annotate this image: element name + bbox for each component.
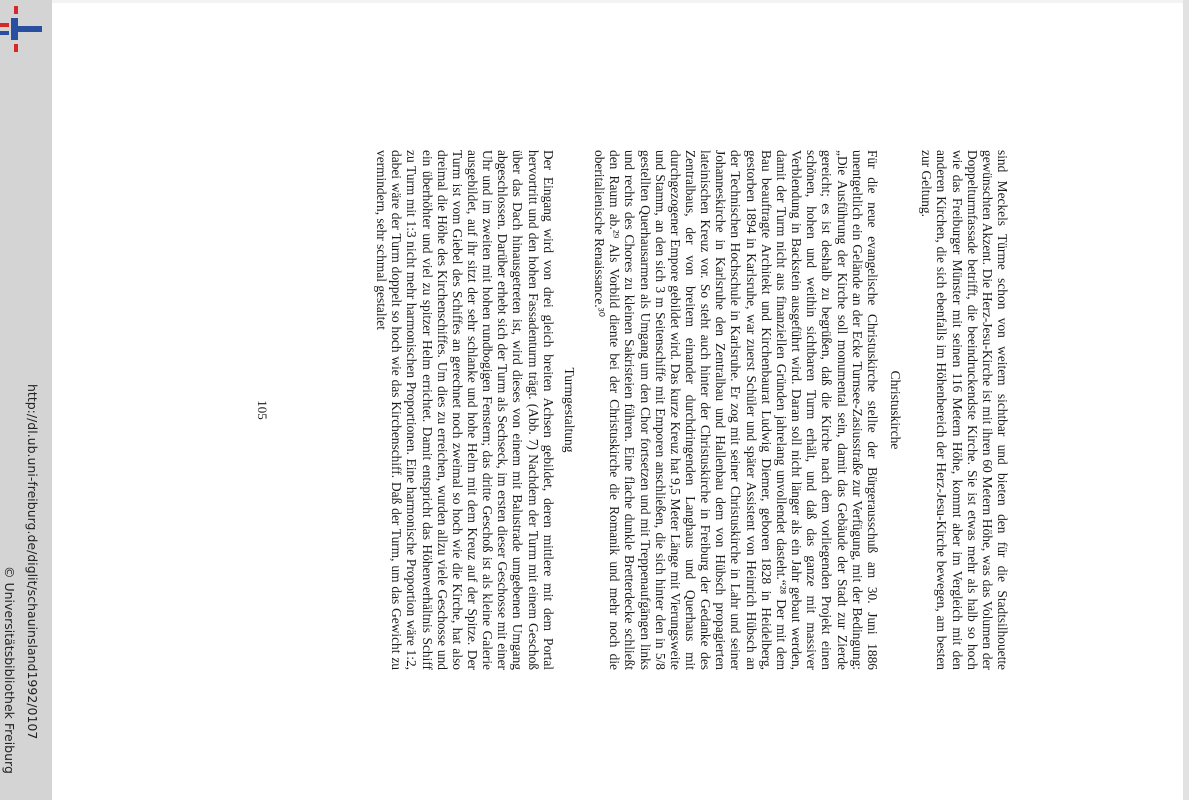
viewer-scrollbar-edge[interactable]: [1183, 0, 1189, 800]
university-library-logo-icon: [0, 6, 44, 52]
page-number: 105: [255, 400, 270, 420]
scanned-page: [250, 150, 1010, 670]
document-url[interactable]: http://dl.ub.uni-freiburg.de/diglit/schauinsland1992/0107: [25, 384, 40, 740]
intro-paragraph: sind Meckels Türme schon von weitem sichtbar und bieten den für die Stadtsilhouette gewünschten Akzent. Die Herz-Jesu-Kirche ist mit ihren 60 Metern Höhe, was das Volumen der Doppelturmfassade betrifft, die beeindruckendste Kirche. Sie ist etwas mehr als halb so hoch wie das Freiburger Münster mit seinen 116 Metern Höhe, kommt aber im Vergleich mit den anderen Kirchen, die sich ebenfalls im Höhenbereich der Herz-Jesu-Kirche bewegen, am besten zur Geltung.: [919, 150, 1010, 670]
viewer-sidebar: [0, 0, 52, 800]
heading-turmgestaltung: Turmgestaltung: [561, 367, 577, 453]
christuskirche-paragraph: Für die neue evangelische Christuskirche stellte der Bürgerausschuß am 30. Juni 1886 unentgeltlich ein Gelände an der Ecke Turnsee-Zasiusstraße zur Verfügung, mit der Bedingung: „Die Ausführung der Kirche soll monumental sein, damit das Gebäude der Stadt zur Zierde gereicht; es ist deshalb zu begrüßen, daß die Kirche nach dem vorliegenden Projekt einen schönen, hohen und weithin sichtbaren Turm erhält, und daß das ganze mit massiver Verblendung in Backstein ausgeführt wird. Daran soll nicht länger als ein Jahr gebaut werden, damit der Turm nicht aus finanziellen Gründen jahrelang unvollendet dasteht.“²⁸ Der mit dem Bau beauftragte Architekt und Kirchenbaurat Ludwig Diemer, geboren 1828 in Heidelberg, gestorben 1894 in Karlsruhe, war zuerst Schüler und später Assistent von Heinrich Hübsch an der Technischen Hochschule in Karlsruhe. Er zog mit seiner Christuskirche in Lahr und seiner Johanneskirche in Karlsruhe den Zentralbau und Hallenbau dem von Hübsch propagierten lateinischen Kreuz vor. So steht auch hinter der Christuskirche in Freiburg der Gedanke des Zentralbaus, der von breitem einander durchdringenden Langhaus und Querhaus mit durchgezogener Empore gebildet wird. Das kurze Kreuz hat 9,5 Meter Länge mit Vierungsweite und Stamm, an den sich 3 m Seitenschiffe mit Emporen anschließen, die sich hinter den in 5/8 gestellten Querhausarmen als Umgang um den Chor fortsetzen und mit Treppenaufgängen links und rechts des Chores zu kleinen Sakristeien führen. Eine flache dunkle Bretterdecke schließt den Raum ab.²⁹ Als Vorbild diente bei der Christuskirche die Romanik und mehr noch die oberitalienische Renaissance.³⁰: [592, 150, 880, 670]
heading-christuskirche: Christuskirche: [888, 370, 904, 450]
viewer-top-edge: [52, 0, 1183, 3]
copyright-notice: © Universitätsbibliothek Freiburg: [2, 566, 17, 774]
turmgestaltung-paragraph: Der Eingang wird von drei gleich breiten Achsen gebildet, deren mittlere mit dem Portal hervortritt und den hohen Fassadenturm trägt. (Abb. 7) Nachdem der Turm mit einem Geschoß über das Dach hinausgetreten ist, wird dieses von einem mit Balustrade umgebenen Umgang abgeschlossen. Darüber erhebt sich der Turm als Sechseck, im ersten dieser Geschosse mit einer Uhr und im zweiten mit hohen rundbogigen Fenstern; das dritte Geschoß ist als kleine Galerie ausgebildet, auf ihr sitzt der sehr schlanke und hohe Helm mit dem Kreuz auf der Spitze. Der Turm ist vom Giebel des Schiffes an gerechnet noch zweimal so hoch wie die Kirche, hat also dreimal die Höhe des Kirchenschiffes. Um dies zu erreichen, wurden allzu viele Geschosse und ein überhöhter und viel zu spitzer Helm errichtet. Damit entspricht das Höhenverhältnis Schiff zu Turm mit 1:3 nicht mehr harmonischen Proportionen. Eine harmonische Proportion wäre 1:2, dabei wäre der Turm doppelt so hoch wie das Kirchenschiff. Daß der Turm, um das Gewicht zu vermindern, sehr schmal gestaltet: [374, 150, 556, 670]
